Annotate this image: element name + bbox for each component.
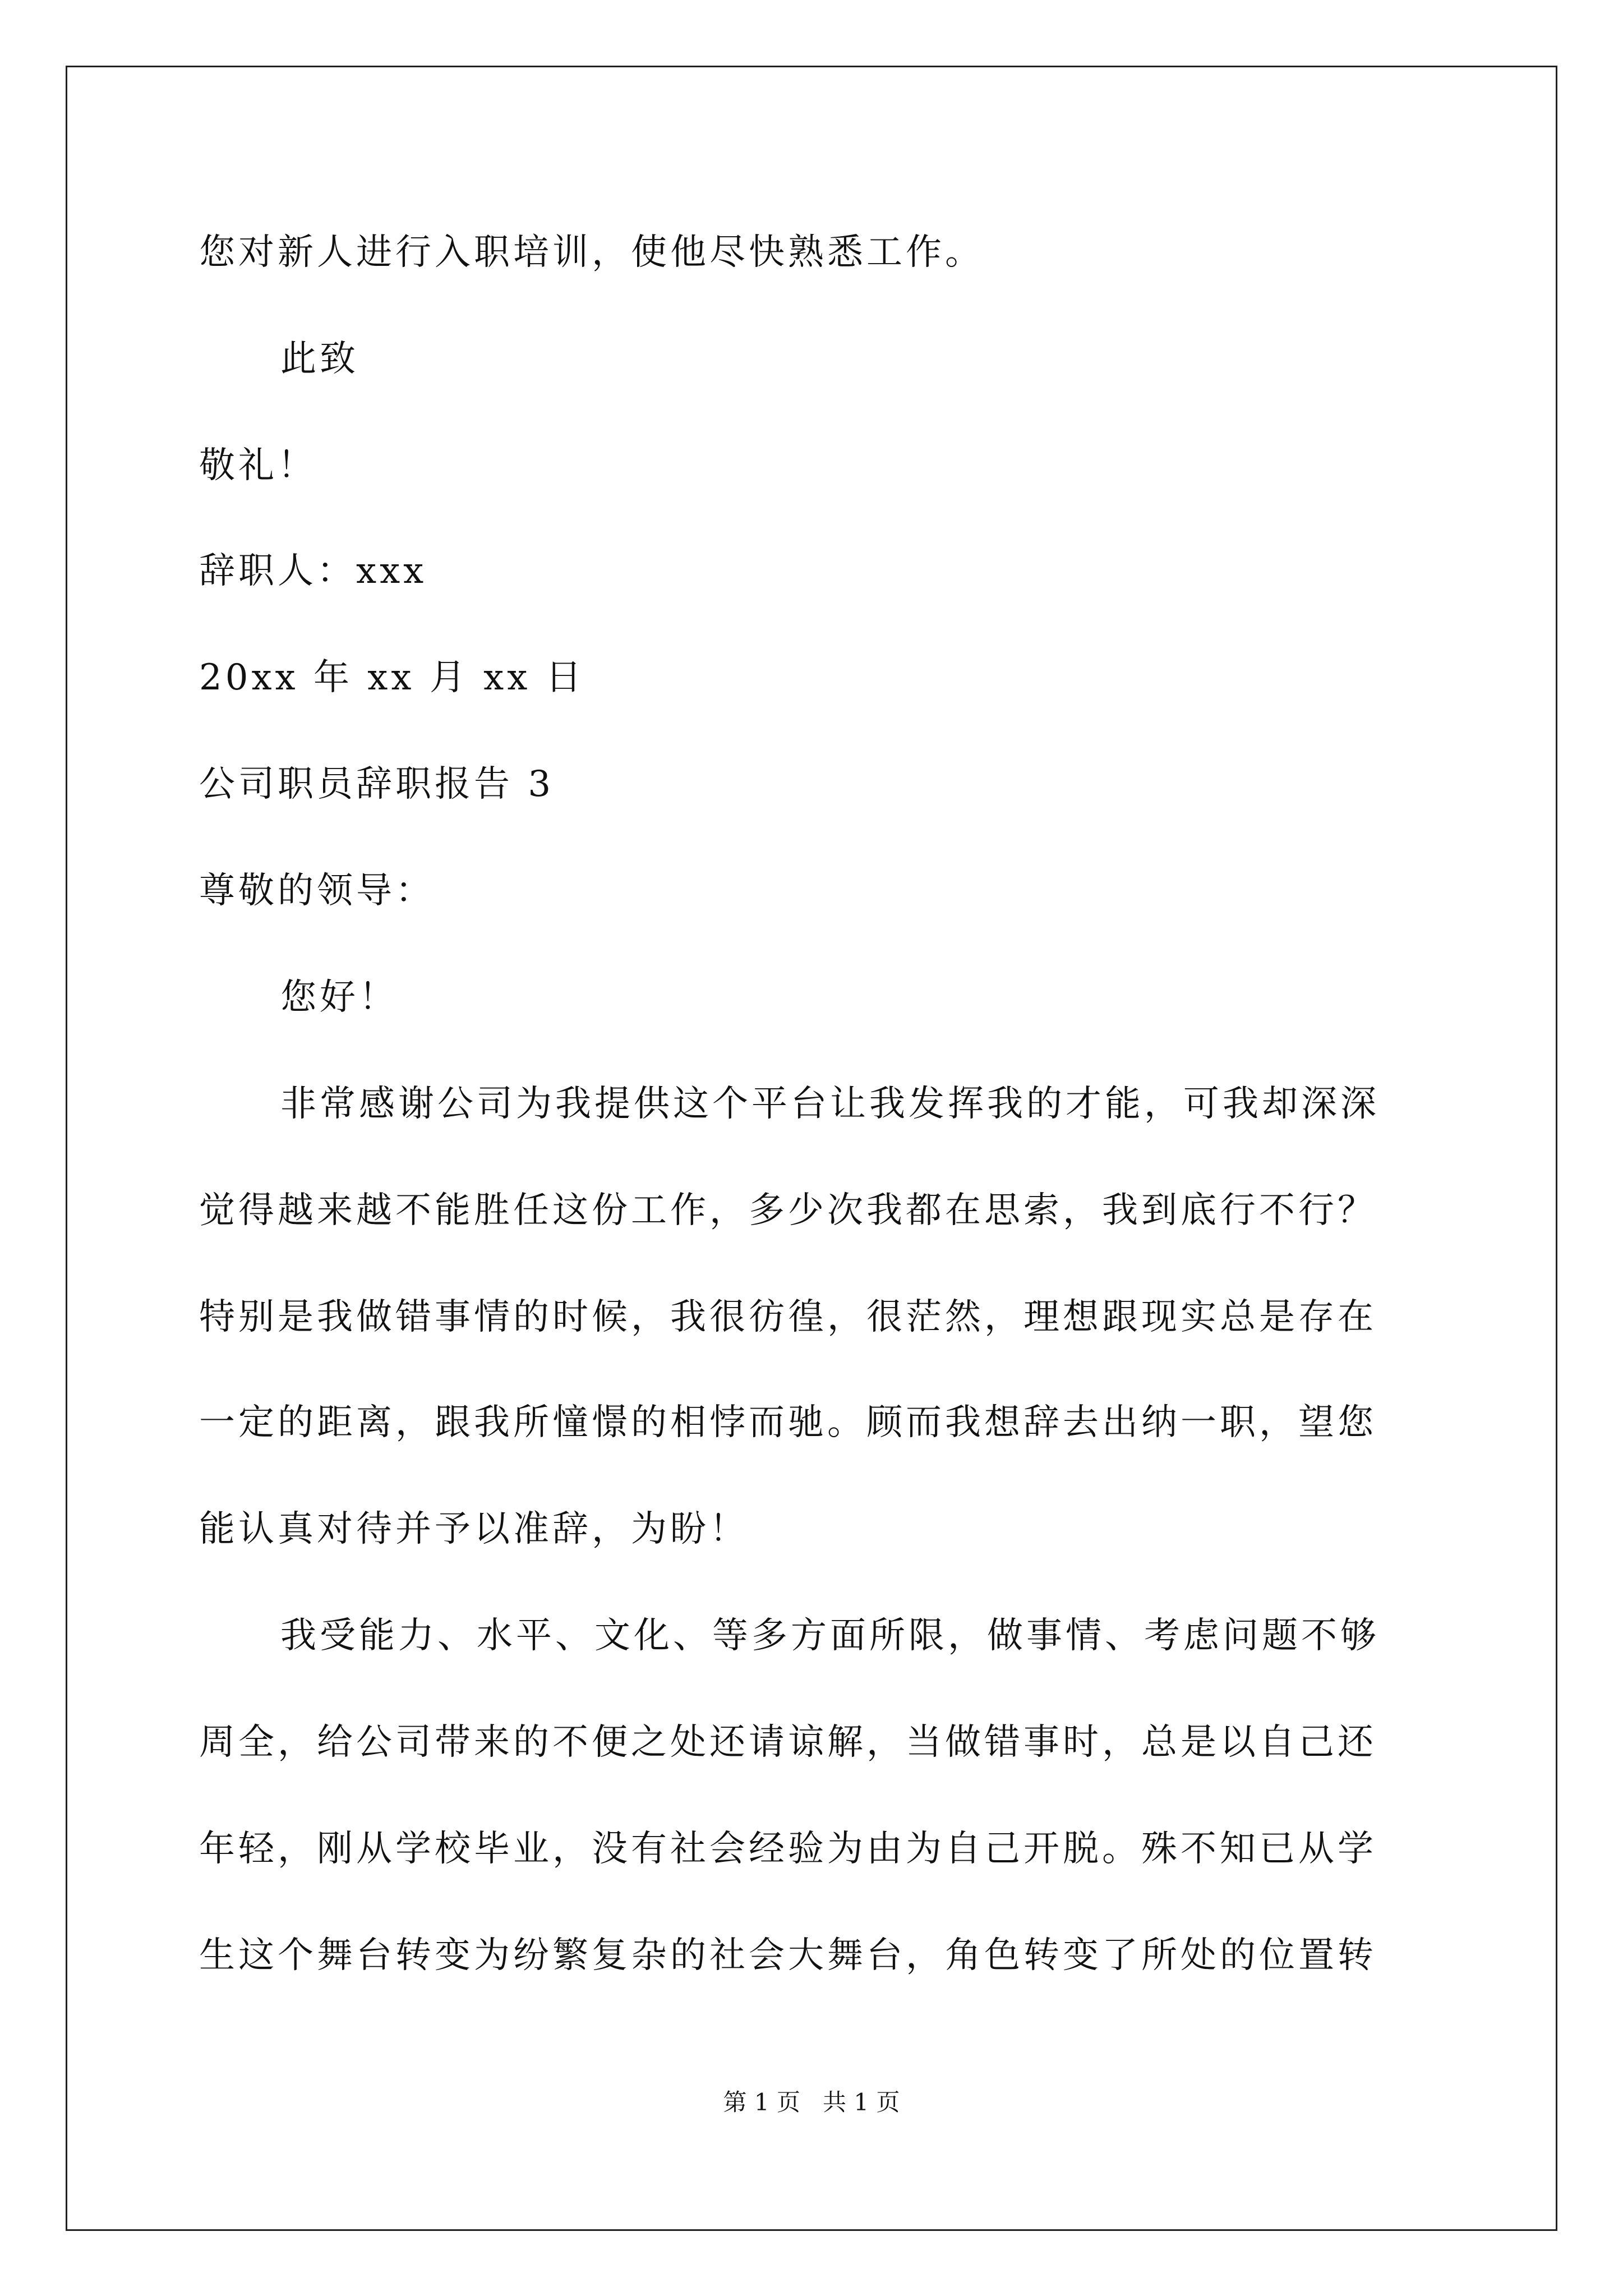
paragraph-line: 非常感谢公司为我提供这个平台让我发挥我的才能，可我却深深 — [280, 1083, 1380, 1125]
page-number-footer: 第 1 页 共 1 页 — [723, 2088, 900, 2116]
paragraph-line: 生这个舞台转变为纷繁复杂的社会大舞台，角色转变了所处的位置转 — [199, 1935, 1377, 1976]
paragraph-line: 周全，给公司带来的不便之处还请谅解，当做错事时，总是以自己还 — [199, 1722, 1377, 1763]
paragraph-line: 能认真对待并予以准辞，为盼！ — [199, 1508, 749, 1550]
paragraph-line: 我受能力、水平、文化、等多方面所限，做事情、考虑问题不够 — [280, 1615, 1380, 1657]
page-border — [66, 66, 1557, 2231]
salutation: 尊敬的领导： — [199, 870, 435, 912]
greeting: 您好！ — [280, 977, 398, 1018]
date-line: 20xx 年 xx 月 xx 日 — [199, 657, 585, 698]
closing-regards: 敬礼！ — [199, 445, 317, 486]
signature-line: 辞职人：xxx — [199, 550, 427, 592]
paragraph-line: 觉得越来越不能胜任这份工作，多少次我都在思索，我到底行不行？ — [199, 1190, 1377, 1231]
text-line: 您对新人进行入职培训，使他尽快熟悉工作。 — [199, 232, 984, 273]
closing-salutation: 此致 — [280, 338, 359, 380]
paragraph-line: 特别是我做错事情的时候，我很彷徨，很茫然，理想跟现实总是存在 — [199, 1296, 1377, 1338]
paragraph-line: 一定的距离，跟我所憧憬的相悖而驰。顾而我想辞去出纳一职，望您 — [199, 1402, 1377, 1443]
section-title: 公司职员辞职报告 3 — [199, 763, 555, 805]
paragraph-line: 年轻，刚从学校毕业，没有社会经验为由为自己开脱。殊不知已从学 — [199, 1828, 1377, 1870]
